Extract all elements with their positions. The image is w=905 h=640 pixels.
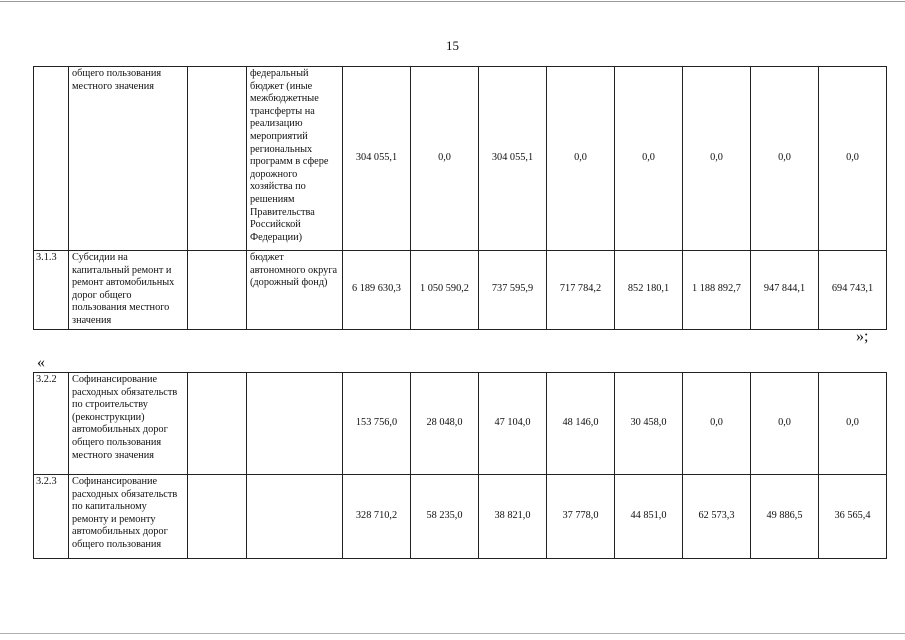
page-number: 15 (446, 38, 459, 53)
row-executor (188, 67, 247, 251)
value-cell: 304 055,1 (479, 67, 547, 251)
row-executor (188, 251, 247, 330)
row-index: 3.2.2 (34, 373, 69, 475)
value-cell: 852 180,1 (615, 251, 683, 330)
row-source: федеральный бюджет (иные межбюджетные трансферты на реализацию мероприятий региональных программ в сфере дорожного хозяйства по решениям Правительства Российской Федерации) (247, 67, 343, 251)
row-index (34, 67, 69, 251)
budget-table-bottom (33, 372, 887, 559)
row-source: бюджет автономного округа (дорожный фонд) (247, 251, 343, 330)
value-cell: 737 595,9 (479, 251, 547, 330)
value-cell: 49 886,5 (751, 475, 819, 559)
value-cell: 0,0 (819, 67, 887, 251)
value-cell: 36 565,4 (819, 475, 887, 559)
row-name: общего пользования местного значения (69, 67, 188, 251)
value-cell: 0,0 (615, 67, 683, 251)
table-row (34, 475, 887, 559)
scan-bottom-edge (0, 633, 905, 634)
value-cell: 0,0 (683, 373, 751, 475)
row-index: 3.2.3 (34, 475, 69, 559)
opening-quote: « (37, 354, 45, 371)
row-name: Софинансирование расходных обязательств по капитальному ремонту и ремонту автомобильных дорог общего пользования (69, 475, 188, 559)
value-cell: 0,0 (547, 67, 615, 251)
value-cell: 304 055,1 (343, 67, 411, 251)
row-executor (188, 475, 247, 559)
value-cell: 0,0 (819, 373, 887, 475)
value-cell: 62 573,3 (683, 475, 751, 559)
scan-top-edge (0, 1, 905, 2)
value-cell: 1 050 590,2 (411, 251, 479, 330)
row-index: 3.1.3 (34, 251, 69, 330)
value-cell: 58 235,0 (411, 475, 479, 559)
row-source (247, 373, 343, 475)
value-cell: 28 048,0 (411, 373, 479, 475)
value-cell: 153 756,0 (343, 373, 411, 475)
value-cell: 0,0 (751, 67, 819, 251)
table-row (34, 67, 887, 251)
closing-quote: »; (856, 328, 869, 345)
row-name: Субсидии на капитальный ремонт и ремонт автомобильных дорог общего пользования местного значения (69, 251, 188, 330)
value-cell: 694 743,1 (819, 251, 887, 330)
value-cell: 44 851,0 (615, 475, 683, 559)
value-cell: 6 189 630,3 (343, 251, 411, 330)
value-cell: 48 146,0 (547, 373, 615, 475)
table-row (34, 373, 887, 475)
value-cell: 0,0 (751, 373, 819, 475)
value-cell: 47 104,0 (479, 373, 547, 475)
value-cell: 0,0 (411, 67, 479, 251)
value-cell: 1 188 892,7 (683, 251, 751, 330)
value-cell: 0,0 (683, 67, 751, 251)
value-cell: 37 778,0 (547, 475, 615, 559)
value-cell: 328 710,2 (343, 475, 411, 559)
budget-table-top (33, 66, 887, 330)
value-cell: 947 844,1 (751, 251, 819, 330)
row-executor (188, 373, 247, 475)
value-cell: 30 458,0 (615, 373, 683, 475)
value-cell: 717 784,2 (547, 251, 615, 330)
row-name: Софинансирование расходных обязательств по строительству (реконструкции) автомобильных дорог общего пользования местного значения (69, 373, 188, 475)
value-cell: 38 821,0 (479, 475, 547, 559)
table-row (34, 251, 887, 330)
row-source (247, 475, 343, 559)
